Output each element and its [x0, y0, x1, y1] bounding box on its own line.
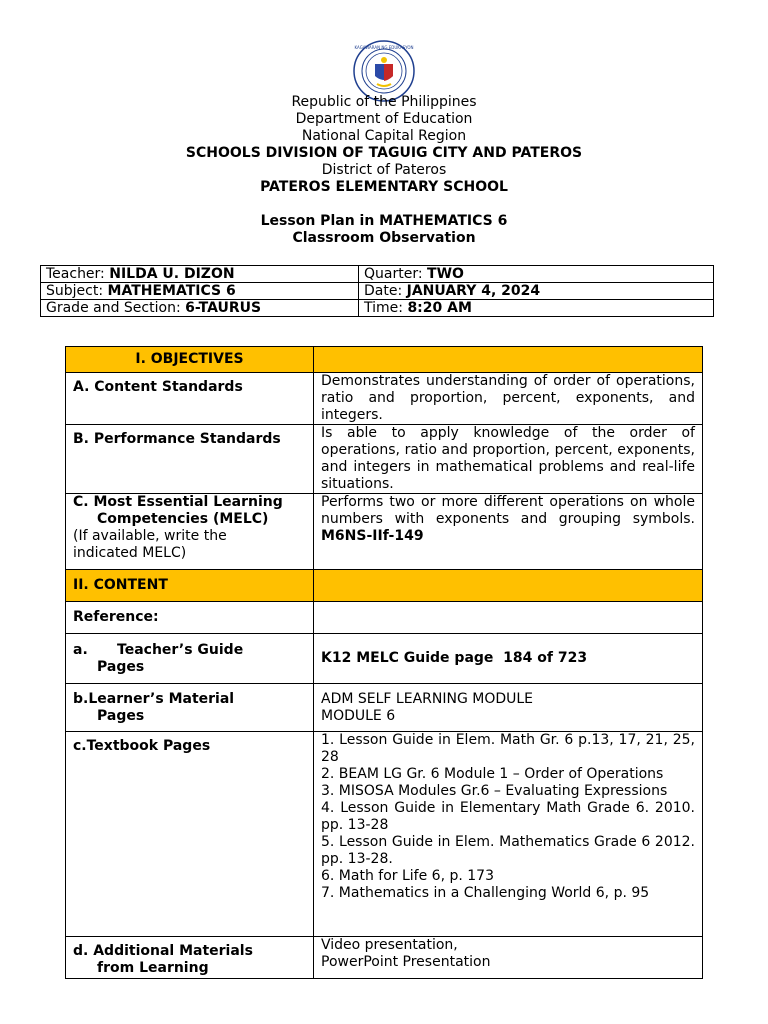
content-standards-label: A. Content Standards — [66, 373, 314, 425]
content-heading: II. CONTENT — [66, 570, 314, 602]
textbook-item: 6. Math for Life 6, p. 173 — [321, 868, 494, 884]
subject-cell — [41, 283, 359, 300]
textbook-item: 5. Lesson Guide in Elem. Mathematics Grade 6 2012. pp. 13-28. — [321, 834, 695, 867]
melc-label-line1: C. Most Essential Learning — [73, 494, 283, 510]
teacher-label: Teacher: — [46, 266, 110, 282]
textbook-item: 3. MISOSA Modules Gr.6 – Evaluating Expressions — [321, 783, 668, 799]
additional-materials-line2: PowerPoint Presentation — [321, 954, 491, 970]
date-label: Date: — [364, 283, 407, 299]
info-table — [40, 265, 714, 317]
learners-material-label-line1: b.Learner’s Material — [73, 690, 235, 707]
header-school: PATEROS ELEMENTARY SCHOOL — [260, 179, 508, 195]
additional-materials-text — [314, 937, 703, 979]
textbook-item: 2. BEAM LG Gr. 6 Module 1 – Order of Operations — [321, 766, 664, 782]
teachers-guide-text: K12 MELC Guide page 184 of 723 — [314, 634, 703, 684]
header-department: Department of Education — [295, 111, 473, 127]
header-republic: Republic of the Philippines — [291, 94, 477, 110]
lesson-plan-table — [65, 346, 703, 979]
textbook-pages-row — [66, 732, 703, 937]
date-value: JANUARY 4, 2024 — [406, 283, 541, 299]
quarter-cell — [359, 266, 714, 283]
reference-row — [66, 602, 703, 634]
learners-material-line2: MODULE 6 — [321, 707, 396, 724]
deped-seal-logo — [353, 40, 415, 102]
quarter-value: TWO — [427, 266, 464, 282]
grade-value: 6-TAURUS — [185, 300, 262, 316]
additional-materials-label-line2: from Learning — [97, 960, 209, 976]
performance-standards-text: Is able to apply knowledge of the order of operations, ratio and proportion, percent, exponents, and integers in mathematical problems and real-life situations. — [314, 425, 703, 494]
learners-material-text — [314, 684, 703, 732]
textbook-item: 1. Lesson Guide in Elem. Math Gr. 6 p.13, 17, 21, 25, 28 — [321, 732, 695, 765]
time-value: 8:20 AM — [407, 300, 472, 316]
date-cell — [359, 283, 714, 300]
reference-label: Reference: — [66, 602, 314, 634]
grade-cell — [41, 300, 359, 317]
melc-label — [66, 494, 314, 570]
subject-value: MATHEMATICS 6 — [107, 283, 236, 299]
quarter-label: Quarter: — [364, 266, 428, 282]
content-standards-text: Demonstrates understanding of order of operations, ratio and proportion, percent, exponents, and integers. — [314, 373, 703, 425]
teacher-value: NILDA U. DIZON — [109, 266, 235, 282]
textbook-pages-list — [314, 732, 703, 937]
textbook-item: 7. Mathematics in a Challenging World 6, p. 95 — [321, 885, 650, 901]
melc-competency: Performs two or more different operations on whole numbers with exponents and grouping symbols. — [321, 494, 695, 527]
header-division: SCHOOLS DIVISION OF TAGUIG CITY AND PATEROS — [185, 145, 583, 161]
content-row — [66, 570, 703, 602]
subject-label: Subject: — [46, 283, 108, 299]
time-label: Time: — [364, 300, 408, 316]
performance-standards-label: B. Performance Standards — [66, 425, 314, 494]
melc-note-line2: indicated MELC) — [73, 545, 187, 561]
lesson-plan-subtitle: Classroom Observation — [292, 230, 476, 246]
melc-row — [66, 494, 703, 570]
additional-materials-label-line1: d. Additional Materials — [73, 943, 253, 959]
teachers-guide-label-line2: Pages — [97, 658, 145, 675]
time-cell — [359, 300, 714, 317]
additional-materials-row — [66, 937, 703, 979]
additional-materials-label — [66, 937, 314, 979]
content-standards-row — [66, 373, 703, 425]
melc-text — [314, 494, 703, 570]
learners-material-row — [66, 684, 703, 732]
textbook-item: 4. Lesson Guide in Elementary Math Grade 6. 2010. pp. 13-28 — [321, 800, 695, 833]
melc-code: M6NS-IIf-149 — [321, 528, 424, 544]
teachers-guide-label-line1: a. Teacher’s Guide — [73, 641, 244, 658]
additional-materials-line1: Video presentation, — [321, 937, 458, 953]
teachers-guide-row — [66, 634, 703, 684]
learners-material-line1: ADM SELF LEARNING MODULE — [321, 690, 534, 707]
teacher-cell — [41, 266, 359, 283]
textbook-pages-label: c.Textbook Pages — [66, 732, 314, 937]
objectives-heading: I. OBJECTIVES — [66, 347, 314, 373]
teachers-guide-label — [66, 634, 314, 684]
objectives-row — [66, 347, 703, 373]
lesson-plan-title: Lesson Plan in MATHEMATICS 6 — [260, 213, 508, 229]
melc-note-line1: (If available, write the — [73, 528, 227, 544]
learners-material-label-line2: Pages — [97, 707, 145, 724]
seal-text: KAGAWARAN NG EDUKASYON — [354, 45, 414, 50]
melc-label-line2: Competencies (MELC) — [97, 511, 269, 527]
grade-label: Grade and Section: — [46, 300, 186, 316]
learners-material-label — [66, 684, 314, 732]
header-region: National Capital Region — [301, 128, 467, 144]
performance-standards-row — [66, 425, 703, 494]
header-district: District of Pateros — [321, 162, 447, 178]
